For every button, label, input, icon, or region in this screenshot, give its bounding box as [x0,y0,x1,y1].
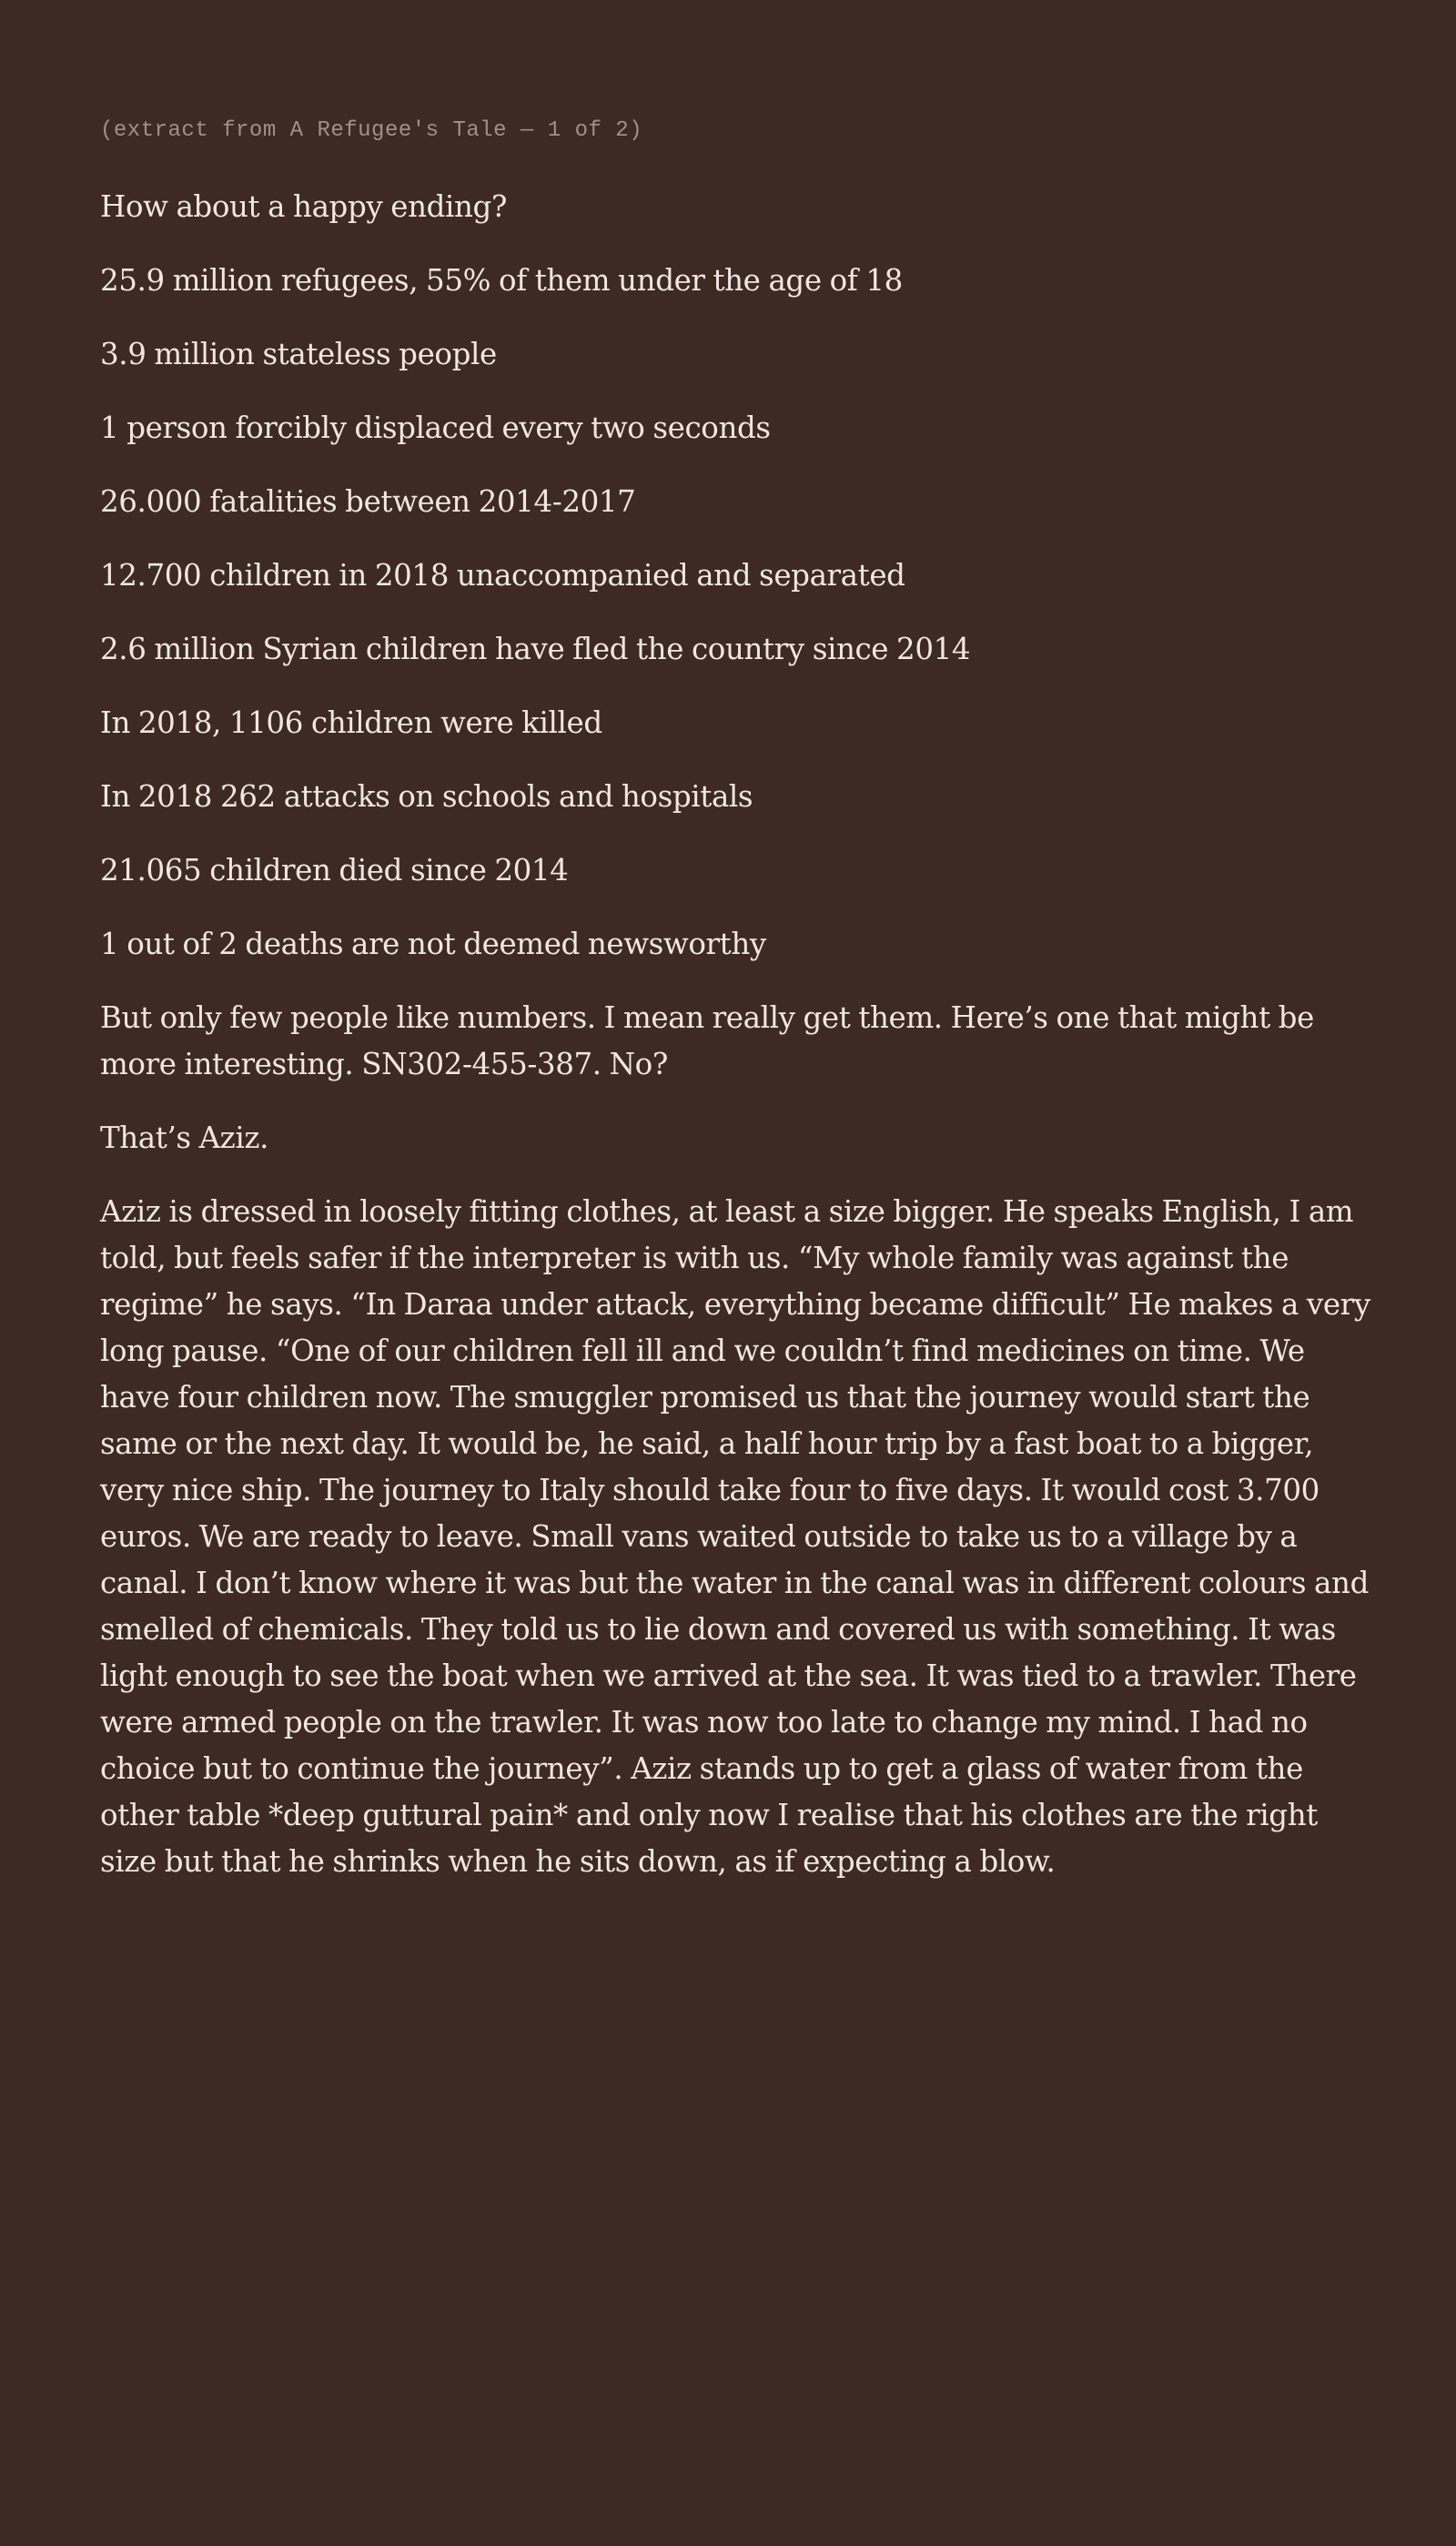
paragraph-thats-aziz: That’s Aziz. [100,1121,269,1155]
stat-fatalities: 26.000 fatalities between 2014-2017 [100,484,636,519]
stat-unaccompanied-children: 12.700 children in 2018 unaccompanied and separated [100,558,905,593]
paragraph-happy-ending: How about a happy ending? [100,189,507,224]
stat-children-killed: In 2018, 1106 children were killed [100,705,602,740]
paragraph-aziz-story: Aziz is dressed in loosely fitting clothes, at least a size bigger. He speaks English, I am told, but feels safer if the interpreter is with us. “My whole family was against the regime” he says. “In Daraa under attack, everything became difficult” He makes a very long pause. “One of our children fell ill and we couldn’t find medicines on time. We have four children now. The smuggler promised us that the journey would start the same or the next day. It would be, he said, a half hour trip by a fast boat to a bigger, very nice ship. The journey to Italy should take four to five days. It would cost 3.700 euros. We are ready to leave. Small vans waited outside to take us to a village by a canal. I don’t know where it was but the water in the canal was in different colours and smelled of chemicals. They told us to lie down and covered us with something. It was light enough to see the boat when we arrived at the sea. It was tied to a trawler. There were armed people on the trawler. It was now too late to change my mind. I had no choice but to continue the journey”. Aziz stands up to get a glass of water from the other table *deep guttural pain* and only now I realise that his clothes are the right size but that he shrinks when he sits down, as if expecting a blow. [100,1194,1370,1879]
extract-caption: (extract from A Refugee's Tale — 1 of 2) [100,118,643,143]
stat-newsworthy: 1 out of 2 deaths are not deemed newsworthy [100,927,766,961]
stat-syrian-children: 2.6 million Syrian children have fled the country since 2014 [100,632,971,666]
story-extract [100,117,1374,1912]
stat-displaced: 1 person forcibly displaced every two seconds [100,411,771,445]
stat-refugees: 25.9 million refugees, 55% of them under the age of 18 [100,263,903,298]
stat-attacks: In 2018 262 attacks on schools and hospitals [100,779,753,814]
paragraph-numbers: But only few people like numbers. I mean really get them. Here’s one that might be more interesting. SN302-455-387. No? [100,1000,1314,1081]
stat-stateless: 3.9 million stateless people [100,337,497,371]
stat-children-died: 21.065 children died since 2014 [100,853,569,888]
